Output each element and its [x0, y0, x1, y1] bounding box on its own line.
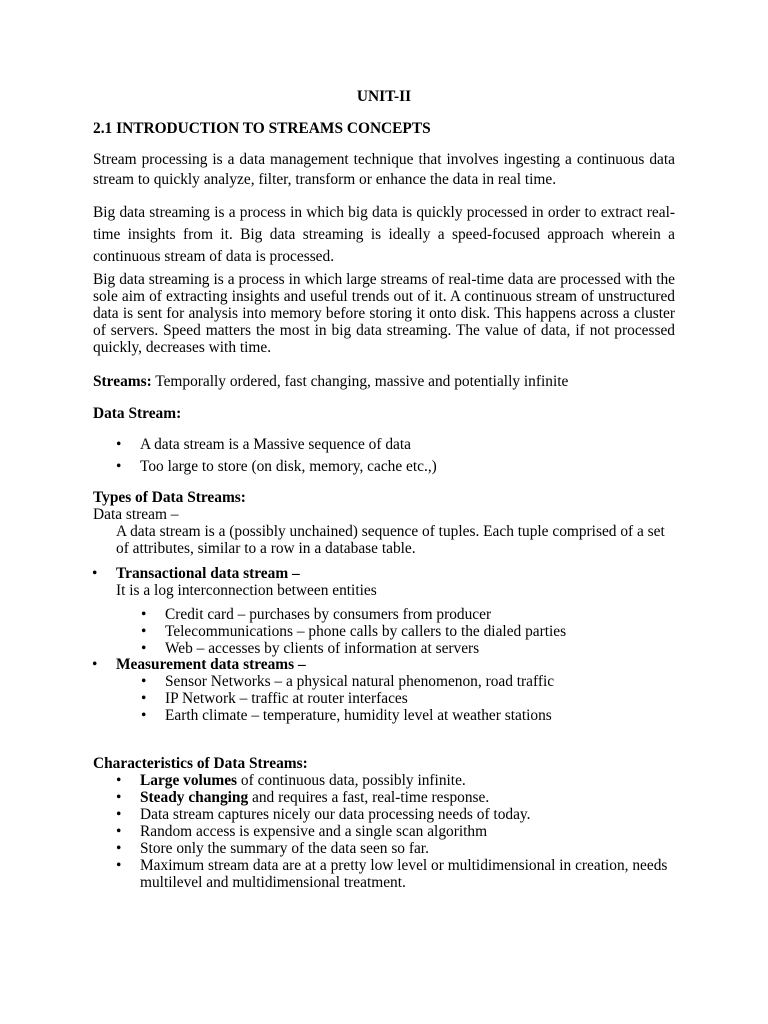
- unit-header: UNIT-II: [356, 88, 412, 105]
- streaming-details-paragraph: Big data streaming is a process in which large streams of real-time data are processed with the sole aim of extracting insights and useful trends out of it. A continuous stream of unstructured data is sent for analysis into memory before storing it onto disk. This happens across a cluster of servers. Speed matters the most in big data streaming. The value of data, if not processed quickly, decreases with time.: [93, 271, 675, 356]
- list-item: • Large volumes of continuous data, possibly infinite.: [116, 772, 466, 789]
- list-item: • IP Network – traffic at router interfaces: [141, 690, 408, 707]
- data-stream-list: [93, 434, 675, 478]
- measurement-list: [93, 673, 675, 724]
- list-item: • Data stream captures nicely our data processing needs of today.: [116, 806, 531, 823]
- list-item: • Web – accesses by clients of information at servers: [141, 640, 480, 657]
- big-data-streaming-paragraph: Big data streaming is a process in which big data is quickly processed in order to extract real-time insights from it. Big data streaming is ideally a speed-focused approach wherein a continuous stream of data is processed.: [93, 204, 675, 265]
- list-item: • Too large to store (on disk, memory, cache etc.,): [93, 456, 675, 478]
- types-definition: A data stream is a (possibly unchained) sequence of tuples. Each tuple comprised of a set of attributes, similar to a row in a database table.: [116, 523, 665, 557]
- bullet-icon: •: [116, 789, 122, 806]
- list-item: • Store only the summary of the data seen so far.: [116, 840, 429, 857]
- intro-paragraph: Stream processing is a data management technique that involves ingesting a continuous data stream to quickly analyze, filter, transform or enhance the data in real time.: [93, 151, 675, 188]
- bullet-icon: •: [116, 458, 122, 475]
- bullet-icon: •: [141, 623, 147, 640]
- bullet-icon: •: [116, 823, 122, 840]
- bullet-icon: •: [116, 806, 122, 823]
- streams-label: Streams:: [93, 373, 152, 390]
- bullet-icon: •: [92, 656, 98, 673]
- bullet-icon: •: [116, 772, 122, 789]
- list-item: • A data stream is a Massive sequence of data: [93, 434, 675, 456]
- measurement-section: [93, 656, 675, 673]
- bullet-icon: •: [141, 606, 147, 623]
- list-item: • Earth climate – temperature, humidity level at weather stations: [141, 707, 552, 724]
- list-item: • Sensor Networks – a physical natural phenomenon, road traffic: [141, 673, 555, 690]
- types-sub-heading: Data stream –: [93, 506, 179, 523]
- data-stream-heading: Data Stream:: [93, 405, 182, 422]
- streams-definition: [93, 373, 675, 390]
- characteristics-heading: Characteristics of Data Streams:: [93, 755, 308, 772]
- transactional-section: [93, 565, 675, 599]
- bullet-icon: •: [141, 690, 147, 707]
- list-item: • Steady changing and requires a fast, real-time response.: [116, 789, 490, 806]
- list-item: • Telecommunications – phone calls by callers to the dialed parties: [141, 623, 567, 640]
- list-item: • Maximum stream data are at a pretty low level or multidimensional in creation, needs multilevel and multidimensional treatment.: [116, 857, 668, 891]
- bullet-icon: •: [141, 707, 147, 724]
- bullet-icon: •: [116, 857, 122, 874]
- transactional-desc: It is a log interconnection between entities: [116, 582, 377, 599]
- types-heading: Types of Data Streams:: [93, 489, 246, 506]
- bullet-icon: •: [116, 436, 122, 453]
- bullet-icon: •: [116, 840, 122, 857]
- section-title: 2.1 INTRODUCTION TO STREAMS CONCEPTS: [93, 120, 431, 137]
- list-item: [93, 656, 675, 673]
- list-item: • Credit card – purchases by consumers from producer: [141, 606, 492, 623]
- bullet-icon: •: [92, 565, 98, 582]
- bullet-icon: •: [141, 640, 147, 657]
- measurement-title: Measurement data streams –: [116, 656, 306, 673]
- transactional-title: Transactional data stream –: [116, 565, 300, 582]
- transactional-list: [93, 606, 675, 657]
- list-item: [93, 565, 675, 599]
- list-item: • Random access is expensive and a single scan algorithm: [116, 823, 488, 840]
- bullet-icon: •: [141, 673, 147, 690]
- streams-text: Temporally ordered, fast changing, massive and potentially infinite: [151, 373, 569, 390]
- characteristics-list: [93, 772, 675, 891]
